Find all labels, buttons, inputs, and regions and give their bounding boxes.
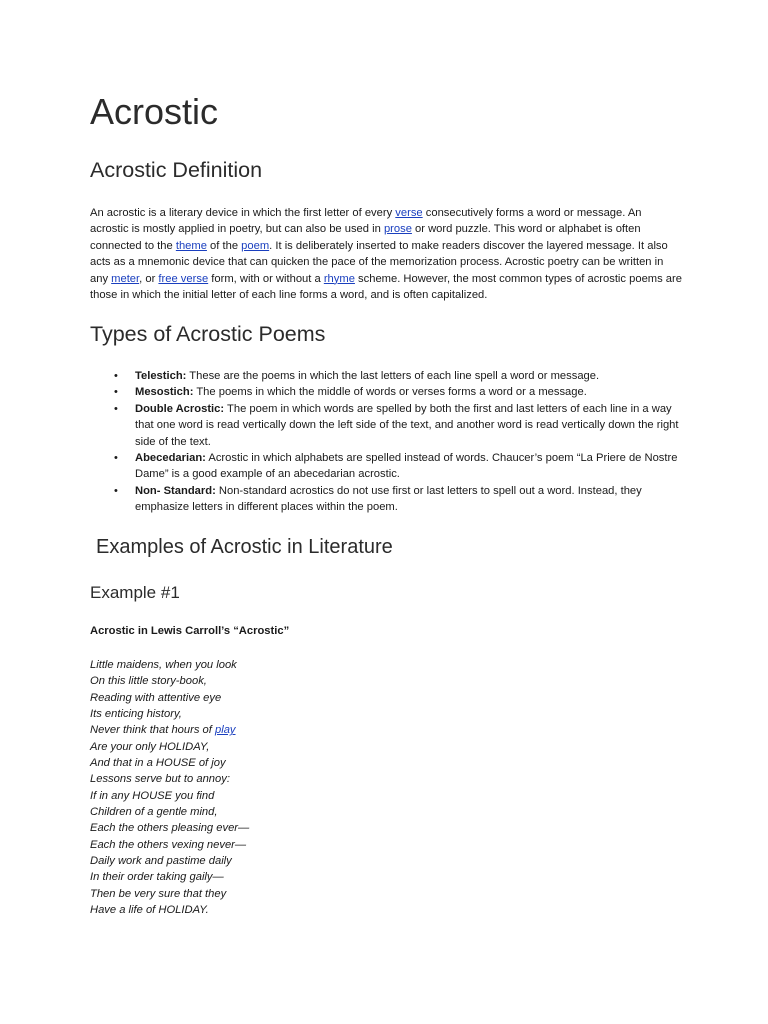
poem-line [90, 706, 249, 722]
text-run: An acrostic is a literary device in which the first letter of every [90, 207, 396, 219]
type-description: Acrostic in which alphabets are spelled instead of words. Chaucer’s poem “La Priere de Nostre Dame” is a good example of an abecedarian acrostic. [135, 452, 678, 481]
page-title: Acrostic [90, 91, 219, 132]
poem-line [90, 837, 249, 853]
text-run: Are your only HOLIDAY, [90, 740, 210, 753]
bullet-icon: • [114, 370, 118, 382]
poem-line [90, 673, 249, 689]
type-item [90, 401, 682, 450]
poem-line [90, 886, 249, 902]
text-run: or word puzzle. This word or alphabet is often connected to the [90, 223, 641, 252]
example-1-heading: Example #1 [90, 583, 180, 602]
link-poem[interactable]: poem [241, 239, 270, 252]
bullet-icon: • [114, 386, 118, 399]
type-description: The poems in which the middle of words or verses forms a word or a message. [193, 386, 587, 399]
poem-line [90, 853, 249, 869]
text-run: In their order taking gaily— [90, 871, 224, 884]
text-run: On this little story-book, [90, 675, 207, 688]
type-item [90, 384, 682, 400]
bullet-icon: • [114, 484, 118, 497]
type-item [90, 368, 682, 384]
definition-heading: Acrostic Definition [90, 158, 263, 182]
poem-line [90, 722, 249, 738]
poem-line [90, 755, 249, 771]
types-heading: Types of Acrostic Poems [90, 322, 326, 346]
text-run: Children of a gentle mind, [90, 806, 218, 819]
text-run: Have a life of HOLIDAY. [90, 904, 209, 917]
poem-line [90, 869, 249, 885]
text-run: Lessons serve but to annoy: [90, 773, 230, 786]
text-run: Daily work and pastime daily [90, 855, 232, 868]
text-run: consecutively forms a word or message. An acrostic is mostly applied in poetry, but can also be used in [90, 207, 642, 236]
text-run: Then be very sure that they [90, 887, 227, 900]
link-free-verse[interactable]: free verse [158, 272, 209, 285]
type-term: Telestich: [135, 370, 187, 382]
text-run: Never think that hours of [90, 724, 215, 737]
text-run: , or [139, 272, 159, 285]
text-run: of the [206, 239, 242, 252]
type-term: Double Acrostic: [135, 402, 225, 415]
definition-paragraph [90, 205, 682, 303]
text-run: Each the others vexing never— [90, 838, 247, 851]
type-item [90, 483, 682, 516]
link-play[interactable]: play [215, 724, 236, 737]
poem-line [90, 690, 249, 706]
link-rhyme[interactable]: rhyme [323, 272, 355, 285]
poem-line [90, 771, 249, 787]
type-term: Non- Standard: [135, 484, 216, 497]
text-run: Little maidens, when you look [90, 659, 237, 671]
type-description: The poem in which words are spelled by both the first and last letters of each line in a way that one word is read vertically down the left side of the text, and another word is read vertically down the right side of the text. [135, 402, 679, 448]
text-run: If in any HOUSE you find [90, 789, 215, 802]
link-meter[interactable]: meter [111, 272, 140, 285]
poem-line [90, 788, 249, 804]
bullet-icon: • [114, 452, 118, 465]
text-run: And that in a HOUSE of joy [90, 757, 226, 770]
poem-line [90, 804, 249, 820]
text-run: . It is deliberately inserted to make readers discover the layered message. It also acts as a mnemonic device that can quicken the pace of the memorization process. Acrostic poetry can be written in any [90, 239, 668, 285]
poem-line [90, 902, 249, 918]
link-prose[interactable]: prose [383, 223, 412, 236]
type-term: Mesostich: [135, 386, 194, 399]
type-description: These are the poems in which the last letters of each line spell a word or message. [186, 370, 600, 382]
poem-line [90, 739, 249, 755]
text-run: Its enticing history, [90, 708, 182, 721]
bullet-icon: • [114, 402, 118, 415]
types-list [90, 368, 682, 516]
examples-heading: Examples of Acrostic in Literature [96, 536, 393, 558]
example-1-subheading: Acrostic in Lewis Carroll’s “Acrostic” [90, 625, 290, 637]
text-run: Reading with attentive eye [90, 691, 222, 704]
type-description: Non-standard acrostics do not use first or last letters to spell out a word. Instead, they emphasize letters in different places within the poem. [135, 484, 642, 514]
text-run: Each the others pleasing ever— [90, 822, 250, 835]
poem-line [90, 657, 249, 673]
link-theme[interactable]: theme [175, 239, 207, 252]
text-run: scheme. However, the most common types of acrostic poems are those in which the initial letter of each line forms a word, and is often capitalized. [90, 272, 682, 302]
type-term: Abecedarian: [135, 452, 206, 465]
text-run: form, with or without a [208, 272, 324, 285]
poem [90, 657, 249, 919]
poem-line [90, 820, 249, 836]
type-item [90, 450, 682, 483]
link-verse[interactable]: verse [395, 207, 423, 219]
